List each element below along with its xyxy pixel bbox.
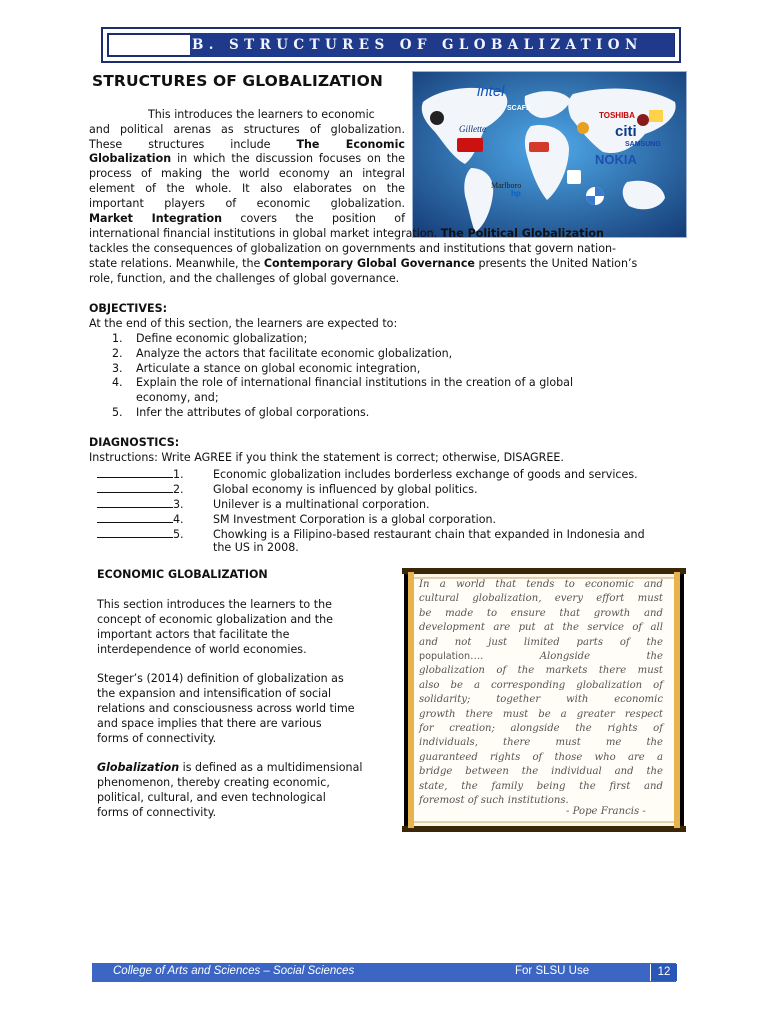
quote-word-the: the bbox=[646, 651, 663, 663]
market-integration-term: Market Integration bbox=[89, 212, 222, 225]
objective-text: economy, and; bbox=[136, 391, 219, 405]
logo-intel: intel bbox=[477, 83, 505, 100]
diagnostic-number: 3. bbox=[173, 498, 184, 511]
quote-word-population: population bbox=[419, 651, 471, 663]
diagnostic-item bbox=[97, 526, 645, 543]
section-banner-title: B. STRUCTURES OF GLOBALIZATION bbox=[190, 33, 674, 57]
econ-para2-line: and space implies that there are various bbox=[97, 717, 322, 730]
econ-para2-line: relations and consciousness across world time bbox=[97, 702, 355, 715]
diagnostic-statement: Global economy is influenced by global politics. bbox=[213, 483, 478, 496]
econ-para1-line: important actors that facilitate the bbox=[97, 628, 290, 641]
quote-line bbox=[419, 650, 663, 664]
objective-number: 1. bbox=[112, 332, 123, 345]
objective-text: Explain the role of international financial institutions in the creation of a global bbox=[136, 376, 574, 390]
answer-blank[interactable] bbox=[97, 496, 173, 508]
econ-para2-line: the expansion and intensification of social bbox=[97, 687, 332, 700]
econ-para3-line: political, cultural, and even technological bbox=[97, 791, 326, 804]
objective-item bbox=[112, 347, 573, 362]
objective-text: Define economic globalization; bbox=[136, 332, 308, 345]
economic-globalization-title: ECONOMIC GLOBALIZATION bbox=[97, 568, 268, 581]
intro-line-10: tackles the consequences of globalization on governments and institutions that govern nation- bbox=[89, 242, 617, 255]
footer-college: College of Arts and Sciences – Social Sciences bbox=[113, 965, 355, 977]
objective-text: Analyze the actors that facilitate economic globalization, bbox=[136, 346, 453, 360]
quote-line: growth there must be a greater respect bbox=[419, 708, 663, 720]
answer-blank[interactable] bbox=[97, 481, 173, 493]
intro-line-11 bbox=[89, 257, 637, 272]
diagnostic-number: 1. bbox=[173, 468, 184, 481]
intro-line-3 bbox=[89, 138, 405, 153]
econ-para2-line: forms of connectivity. bbox=[97, 732, 217, 745]
econ-para1-line: interdependence of world economies. bbox=[97, 643, 307, 656]
intro-line-11-text-a: state relations. Meanwhile, the bbox=[89, 257, 264, 270]
logo-nokia: NOKIA bbox=[595, 152, 637, 167]
quote-line: foremost of such institutions. bbox=[419, 795, 569, 807]
objective-item bbox=[112, 391, 573, 406]
world-map-image bbox=[412, 71, 687, 238]
logo-toshiba: TOSHIBA bbox=[599, 111, 635, 120]
diagnostic-statement: Economic globalization includes borderless exchange of goods and services. bbox=[213, 468, 638, 481]
objective-number: 5. bbox=[112, 405, 123, 419]
economic-globalization-term-a: The Economic bbox=[296, 138, 405, 151]
intro-line-12: role, function, and the challenges of global governance. bbox=[89, 272, 400, 285]
global-governance-term: Contemporary Global Governance bbox=[263, 257, 475, 270]
objectives-lead: At the end of this section, the learners are expected to: bbox=[89, 317, 398, 330]
econ-para1-line: This section introduces the learners to the bbox=[97, 598, 332, 611]
objective-item bbox=[112, 406, 573, 421]
quote-line: be made to ensure that growth and bbox=[419, 607, 663, 619]
intro-line-9 bbox=[89, 227, 604, 242]
page-number: 12 bbox=[650, 964, 677, 981]
pope-francis-quote bbox=[419, 578, 663, 809]
logo-citi: citi bbox=[615, 123, 637, 140]
quote-line: also be a corresponding globalization of bbox=[419, 679, 663, 691]
quote-line: globalization of the markets there must bbox=[419, 665, 663, 677]
logo-samsung: SAMSUNG bbox=[625, 141, 661, 148]
logo-hp: hp bbox=[511, 189, 521, 198]
intro-line-4 bbox=[89, 152, 405, 167]
econ-para3-text: is defined as a multidimensional bbox=[179, 761, 363, 774]
objective-text: Infer the attributes of global corporations. bbox=[136, 405, 370, 419]
globalization-term: Globalization bbox=[97, 761, 180, 774]
intro-line-8-text: covers the position of bbox=[240, 212, 405, 225]
objective-number: 2. bbox=[112, 346, 123, 360]
quote-line: solidarity; together with economic bbox=[419, 694, 663, 706]
econ-para2-line: Steger’s (2014) definition of globalization as bbox=[97, 672, 344, 685]
political-globalization-term: The Political Globalization bbox=[440, 227, 604, 240]
quote-author: - Pope Francis - bbox=[566, 806, 646, 817]
econ-para3-line: phenomenon, thereby creating economic, bbox=[97, 776, 330, 789]
quote-ellipsis: …. bbox=[470, 651, 484, 663]
quote-line: for creation; alongside the rights of bbox=[419, 723, 663, 735]
answer-blank[interactable] bbox=[97, 511, 173, 523]
diagnostic-statement: Unilever is a multinational corporation. bbox=[213, 498, 430, 511]
intro-line-5: process of making the world economy an integral bbox=[89, 167, 405, 180]
quote-line: bridge between the individual and the bbox=[419, 766, 663, 778]
diagnostics-title: DIAGNOSTICS: bbox=[89, 436, 180, 449]
quote-line: In a world that tends to economic and bbox=[419, 579, 663, 590]
footer-use-note: For SLSU Use bbox=[515, 965, 590, 977]
diagnostics-instructions: Instructions: Write AGREE if you think the statement is correct; otherwise, DISAGREE. bbox=[89, 451, 564, 464]
intro-line-9-text: international financial institutions in global market integration. bbox=[89, 227, 441, 240]
answer-blank[interactable] bbox=[97, 466, 173, 478]
intro-line-7: important players of economic globalization. bbox=[89, 197, 405, 210]
objectives-list bbox=[112, 332, 573, 421]
objective-number: 4. bbox=[112, 376, 123, 390]
econ-para3-line bbox=[97, 761, 362, 776]
quote-line: cultural globalization, every effort must bbox=[419, 593, 663, 605]
logo-marlboro: Marlboro bbox=[491, 181, 522, 190]
econ-para1-line: concept of economic globalization and the bbox=[97, 613, 333, 626]
diagnostic-number: 5. bbox=[173, 528, 184, 541]
intro-line-6: element of the whole. It also elaborates on the bbox=[89, 182, 405, 195]
quote-word-alongside: Alongside bbox=[539, 651, 591, 663]
intro-line-2: and political arenas as structures of globalization. bbox=[89, 123, 405, 136]
answer-blank[interactable] bbox=[97, 526, 173, 538]
quote-line: individuals, there must me the bbox=[419, 737, 663, 749]
intro-line-8 bbox=[89, 212, 405, 227]
diagnostic-statement: SM Investment Corporation is a global corporation. bbox=[213, 513, 497, 526]
world-map-graphic bbox=[413, 72, 687, 238]
economic-globalization-term-b: Globalization bbox=[89, 152, 172, 165]
objective-number: 3. bbox=[112, 361, 123, 375]
quote-line: development are put at the service of all bbox=[419, 622, 663, 634]
intro-line-3-text: These structures include bbox=[89, 138, 271, 151]
econ-para3-line: forms of connectivity. bbox=[97, 806, 217, 819]
objectives-title: OBJECTIVES: bbox=[89, 302, 168, 315]
objective-item bbox=[112, 332, 573, 347]
objective-text: Articulate a stance on global economic integration, bbox=[136, 361, 421, 375]
page-title: STRUCTURES OF GLOBALIZATION bbox=[92, 72, 383, 90]
intro-line-1: This introduces the learners to economic bbox=[148, 108, 375, 121]
quote-line: guaranteed rights of those who are a bbox=[419, 751, 663, 763]
quote-line: state, the family being the first and bbox=[419, 780, 663, 792]
intro-line-4-text: in which the discussion focuses on the bbox=[171, 152, 405, 165]
objective-item bbox=[112, 362, 573, 377]
logo-scafe: SCAFE bbox=[507, 105, 531, 112]
diagnostic-number: 2. bbox=[173, 483, 184, 496]
diagnostic-item-continuation: the US in 2008. bbox=[213, 541, 299, 554]
diagnostic-number: 4. bbox=[173, 513, 184, 526]
quote-line: and not just limited parts of the bbox=[419, 636, 663, 648]
intro-line-11-text-c: presents the United Nation’s bbox=[474, 257, 638, 270]
logo-gillette: Gillette bbox=[459, 124, 486, 134]
objective-item bbox=[112, 376, 573, 391]
diagnostic-statement: Chowking is a Filipino-based restaurant chain that expanded in Indonesia and bbox=[213, 528, 645, 541]
